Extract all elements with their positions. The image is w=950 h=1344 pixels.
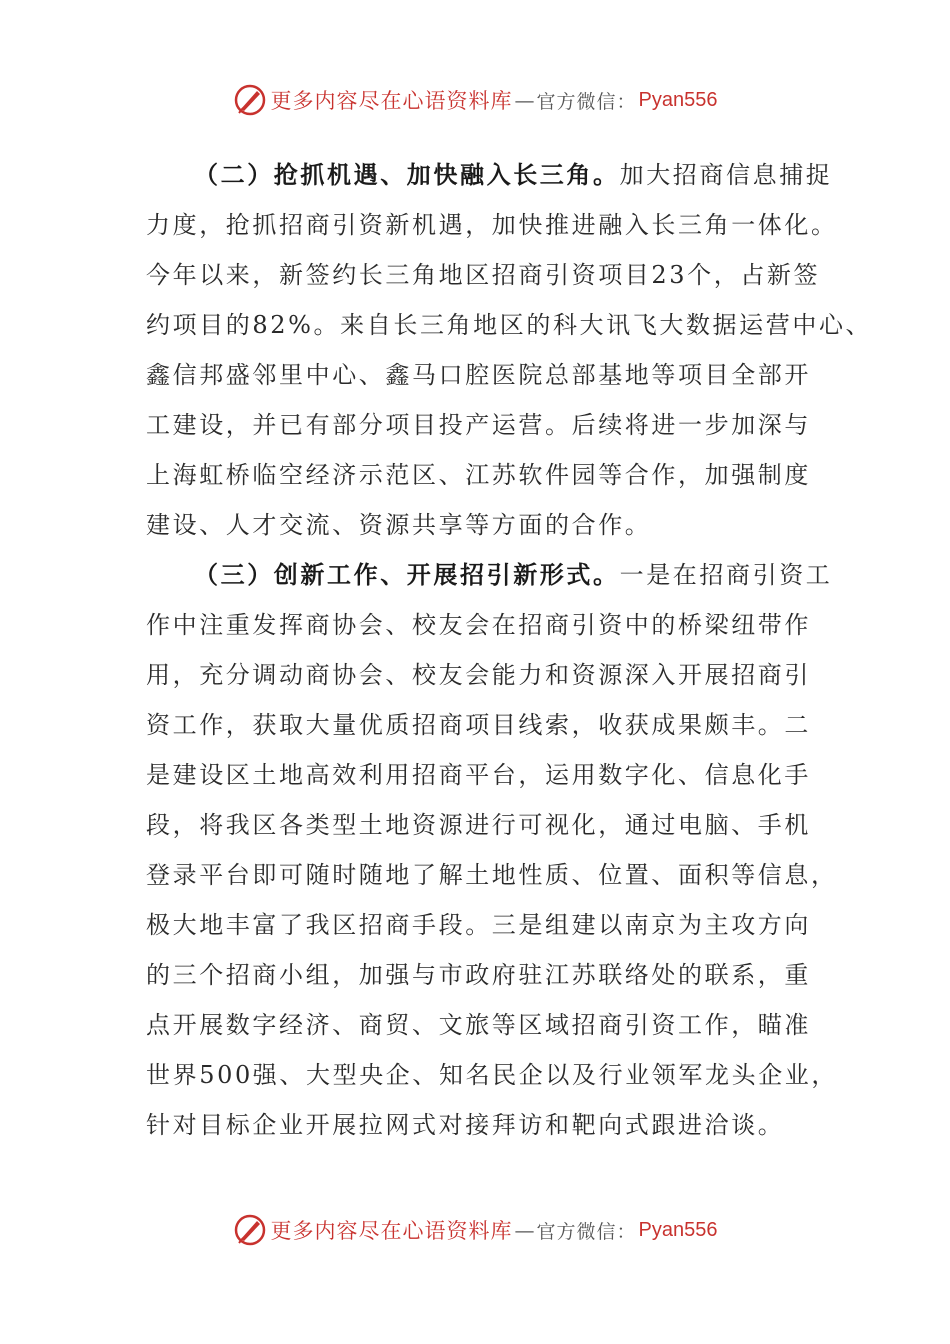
line-text: 加大招商信息捕捉 <box>619 161 833 189</box>
text-line: 极大地丰富了我区招商手段。三是组建以南京为主攻方向 <box>146 911 811 939</box>
wechat-label: 官方微信： <box>536 1220 637 1243</box>
text-line: 鑫信邦盛邻里中心、鑫马口腔医院总部基地等项目全部开 <box>146 361 811 389</box>
text-line: 建设、人才交流、资源共享等方面的合作。 <box>146 511 652 539</box>
text-line: 约项目的82%。来自长三角地区的科大讯飞大数据运营中心、 <box>146 311 873 339</box>
text-line: 用，充分调动商协会、校友会能力和资源深入开展招商引 <box>146 661 811 689</box>
wechat-label: 官方微信： <box>536 90 637 113</box>
text-line: 针对目标企业开展拉网式对接拜访和靶向式跟进洽谈。 <box>146 1111 785 1139</box>
line-text: 一是在招商引资工 <box>619 561 833 589</box>
section-heading: （二）抢抓机遇、加快融入长三角。 <box>194 160 620 189</box>
paragraph-2 <box>146 150 873 550</box>
text-line: 上海虹桥临空经济示范区、江苏软件园等合作，加强制度 <box>146 461 811 489</box>
quill-logo-icon <box>233 83 267 117</box>
text-line: 点开展数字经济、商贸、文旅等区域招商引资工作，瞄准 <box>146 1011 811 1039</box>
footer-watermark <box>0 1208 950 1252</box>
text-line: 是建设区土地高效利用招商平台，运用数字化、信息化手 <box>146 761 811 789</box>
section-heading: （三）创新工作、开展招引新形式。 <box>194 560 620 589</box>
text-line <box>146 550 833 600</box>
header-watermark <box>0 78 950 122</box>
brand-text: 更多内容尽在心语资料库 <box>270 89 513 113</box>
text-line: 工建设，并已有部分项目投产运营。后续将进一步加深与 <box>146 411 811 439</box>
banner-dash: — <box>514 88 535 112</box>
document-body <box>146 150 873 1150</box>
wechat-handle: Pyan556 <box>638 1218 718 1241</box>
wechat-handle: Pyan556 <box>638 88 718 111</box>
quill-logo-icon <box>233 1213 267 1247</box>
banner-dash: — <box>514 1218 535 1242</box>
text-line <box>146 150 833 200</box>
text-line: 力度，抢抓招商引资新机遇，加快推进融入长三角一体化。 <box>146 211 838 239</box>
text-line: 的三个招商小组，加强与市政府驻江苏联络处的联系，重 <box>146 961 811 989</box>
text-line: 登录平台即可随时随地了解土地性质、位置、面积等信息， <box>146 861 838 889</box>
text-line: 作中注重发挥商协会、校友会在招商引资中的桥梁纽带作 <box>146 611 811 639</box>
text-line: 今年以来，新签约长三角地区招商引资项目23个，占新签 <box>146 261 821 289</box>
paragraph-3 <box>146 550 839 1150</box>
text-line: 资工作，获取大量优质招商项目线索，收获成果颇丰。二 <box>146 711 811 739</box>
text-line: 段，将我区各类型土地资源进行可视化，通过电脑、手机 <box>146 811 811 839</box>
brand-text: 更多内容尽在心语资料库 <box>270 1219 513 1243</box>
text-line: 世界500强、大型央企、知名民企以及行业领军龙头企业， <box>146 1061 839 1089</box>
